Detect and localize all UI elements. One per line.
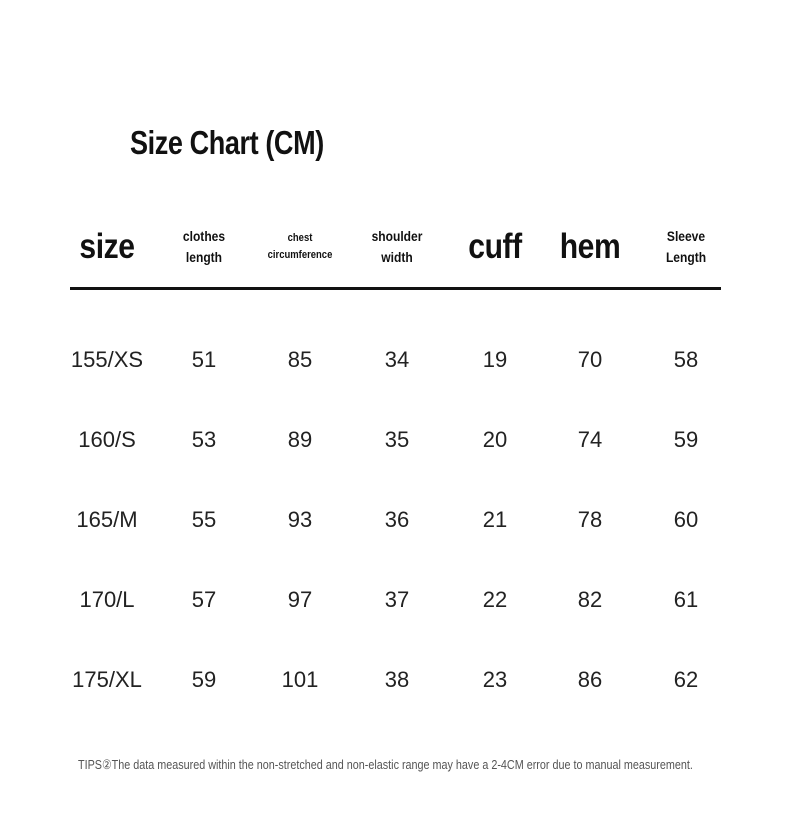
measurement-cell: 35	[384, 427, 410, 452]
measurement-cell: 78	[577, 507, 603, 532]
measurement-cell: 22	[482, 587, 508, 612]
column-header: shoulder width	[371, 228, 423, 265]
size-cell: 165/M	[76, 507, 138, 532]
header-divider	[70, 287, 721, 290]
measurement-cell: 89	[287, 427, 313, 452]
column-header: cuff	[468, 227, 522, 266]
measurement-cell: 59	[673, 427, 699, 452]
size-cell: 175/XL	[72, 667, 142, 692]
measurement-cell: 53	[191, 427, 217, 452]
measurement-cell: 93	[287, 507, 313, 532]
size-cell: 155/XS	[70, 347, 144, 372]
measurement-cell: 20	[482, 427, 508, 452]
measurement-cell: 74	[577, 427, 603, 452]
measurement-cell: 21	[482, 507, 508, 532]
measurement-cell: 101	[281, 667, 319, 692]
measurement-cell: 19	[482, 347, 508, 372]
column-header: Sleeve Length	[665, 228, 707, 265]
measurement-cell: 23	[482, 667, 508, 692]
measurement-cell: 51	[191, 347, 217, 372]
measurement-cell: 37	[384, 587, 410, 612]
measurement-cell: 55	[191, 507, 217, 532]
column-header: clothes length	[182, 228, 226, 265]
measurement-cell: 97	[287, 587, 313, 612]
measurement-cell: 36	[384, 507, 410, 532]
measurement-cell: 62	[673, 667, 699, 692]
measurement-cell: 86	[577, 667, 603, 692]
measurement-cell: 82	[577, 587, 603, 612]
measurement-cell: 61	[673, 587, 699, 612]
measurement-cell: 60	[673, 507, 699, 532]
measurement-cell: 59	[191, 667, 217, 692]
measurement-cell: 38	[384, 667, 410, 692]
column-header: chest circumference	[267, 232, 333, 261]
page-title: Size Chart (CM)	[130, 124, 324, 161]
size-cell: 160/S	[78, 427, 136, 452]
measurement-cell: 57	[191, 587, 217, 612]
measurement-cell: 85	[287, 347, 313, 372]
column-header: hem	[559, 227, 621, 266]
measurement-cell: 34	[384, 347, 410, 372]
measurement-cell: 58	[673, 347, 699, 372]
measurement-cell: 70	[577, 347, 603, 372]
tips-note: TIPS②The data measured within the non-stretched and non-elastic range may have a 2-4CM error due to manual measurement.	[78, 757, 693, 772]
column-header: size	[79, 227, 135, 266]
size-cell: 170/L	[79, 587, 135, 612]
